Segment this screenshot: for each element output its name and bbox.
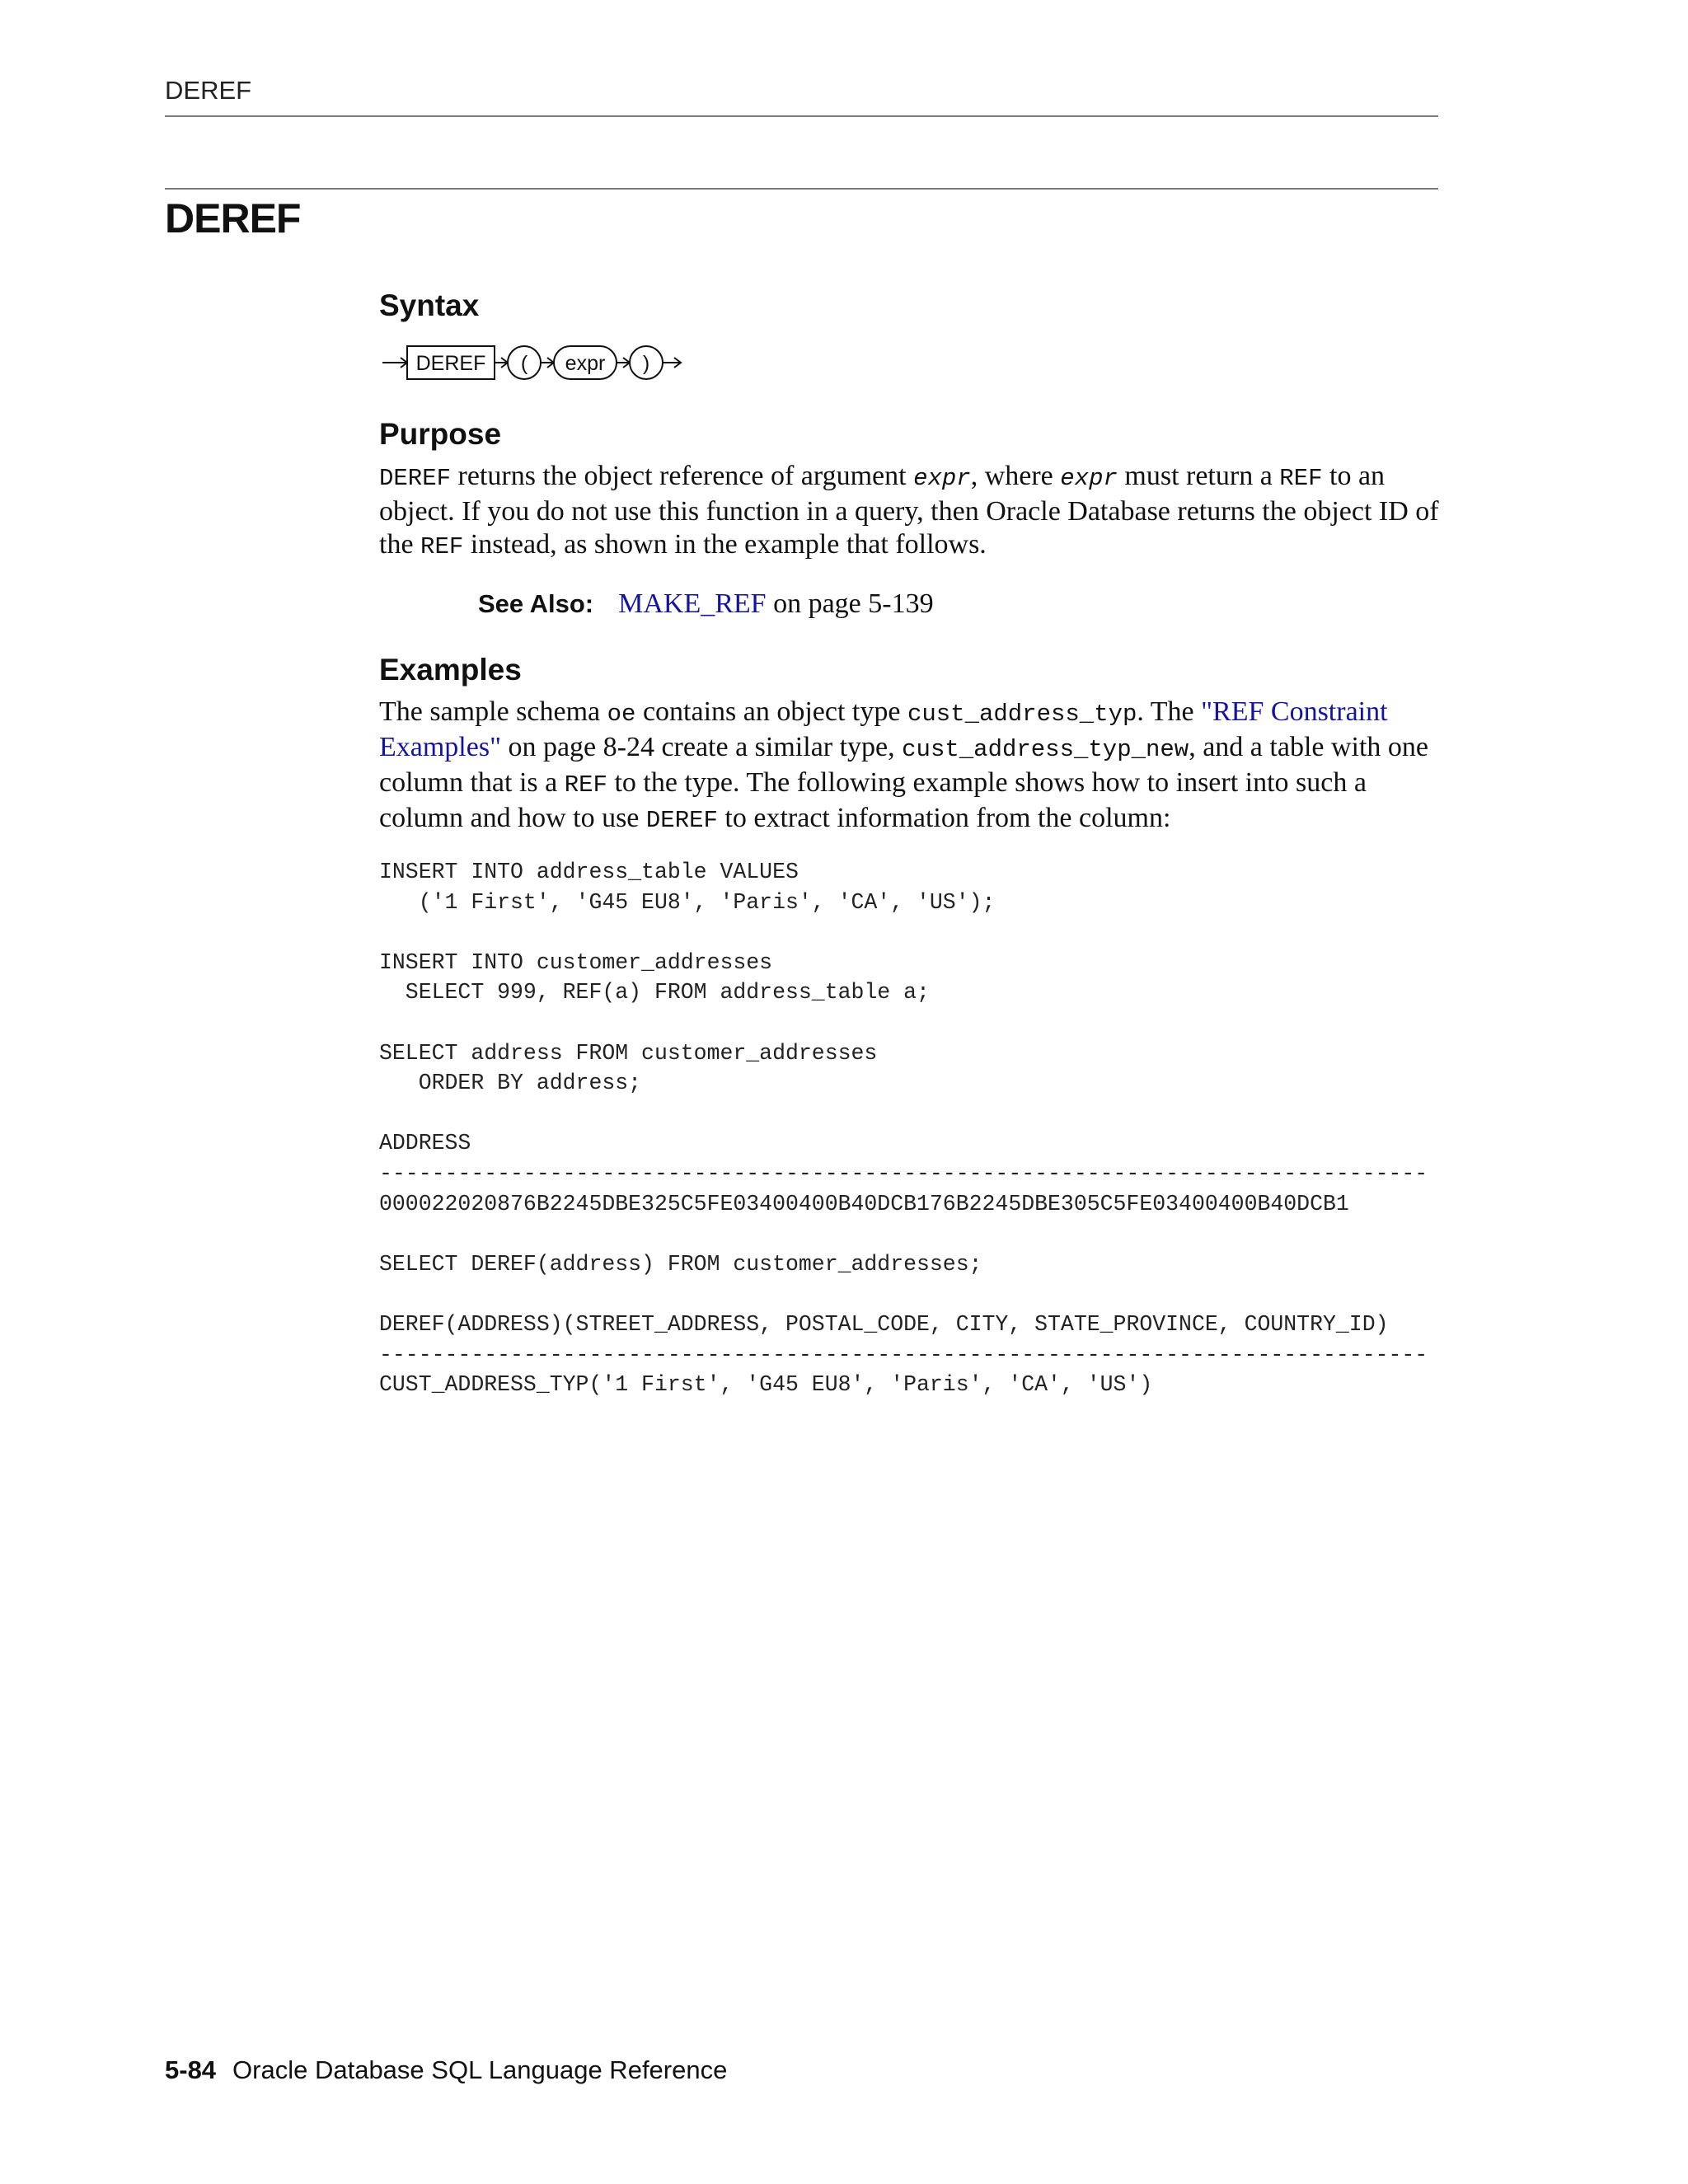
- code-ref: REF: [420, 533, 464, 560]
- code-oe: oe: [607, 701, 636, 728]
- param-expr: expr: [913, 465, 971, 492]
- ref-constraint-examples-link[interactable]: "REF Constraint Examples": [379, 696, 1388, 762]
- sql-example-code: INSERT INTO address_table VALUES ('1 First', 'G45 EU8', 'Paris', 'CA', 'US'); INSERT INTO customer_addresses SELECT 999, REF(a) FROM address_table a; SELECT address FROM customer_addresses ORDER BY address; ADDRESS -------------------------------------------------------------------------------- 000022020876B2245DBE325C5FE03400400B40DCB176B2245DBE305C5FE03400400B40DCB1 SELECT DEREF(address) FROM customer_addresses; DEREF(ADDRESS)(STREET_ADDRESS, POSTAL_CODE, CITY, STATE_PROVINCE, COUNTRY_ID) -------------------------------------------------------------------------------- CUST_ADDRESS_TYP('1 First', 'G45 EU8', 'Paris', 'CA', 'US'): [379, 860, 1428, 1398]
- code-deref: DEREF: [379, 465, 452, 492]
- param-expr: expr: [1060, 465, 1118, 492]
- purpose-heading: Purpose: [379, 417, 502, 451]
- book-title: Oracle Database SQL Language Reference: [232, 2055, 728, 2084]
- examples-paragraph: The sample schema oe contains an object type cust_address_typ. The "REF Constraint Examples" on page 8-24 create a similar type, cust_address_typ_new, and a table with one column that is a REF to the type. The following example shows how to insert into such a column and how to use DEREF to extract information from the column:: [379, 696, 1429, 834]
- code-deref: DEREF: [645, 807, 718, 834]
- examples-heading: Examples: [379, 653, 522, 687]
- see-also-suffix: on page 5-139: [766, 588, 934, 619]
- syntax-heading: Syntax: [379, 288, 480, 322]
- code-ref: REF: [1279, 465, 1323, 492]
- title-rule: [165, 188, 1438, 190]
- syntax-open-paren: (: [520, 352, 528, 375]
- main-content: [379, 288, 1442, 1400]
- page-title: DEREF: [165, 195, 301, 241]
- page-number: 5-84: [165, 2055, 217, 2084]
- running-header: DEREF: [165, 76, 252, 105]
- syntax-diagram: [382, 338, 696, 387]
- syntax-close-paren: ): [642, 352, 650, 375]
- make-ref-link[interactable]: MAKE_REF: [618, 588, 767, 619]
- syntax-keyword-deref: DEREF: [415, 352, 486, 375]
- see-also-label: See Also:: [478, 589, 594, 618]
- code-cust-address-typ: cust_address_typ: [907, 701, 1137, 728]
- page-footer: [165, 2055, 727, 2085]
- purpose-paragraph: DEREF returns the object reference of argument expr, where expr must return a REF to an object. If you do not use this function in a query, then Oracle Database returns the object ID of the REF instead, as shown in the example that follows.: [379, 461, 1439, 560]
- see-also-note: [478, 588, 1442, 620]
- code-ref: REF: [564, 771, 607, 799]
- syntax-param-expr: expr: [565, 352, 606, 375]
- code-cust-address-typ-new: cust_address_typ_new: [902, 736, 1189, 763]
- header-rule: [165, 115, 1438, 117]
